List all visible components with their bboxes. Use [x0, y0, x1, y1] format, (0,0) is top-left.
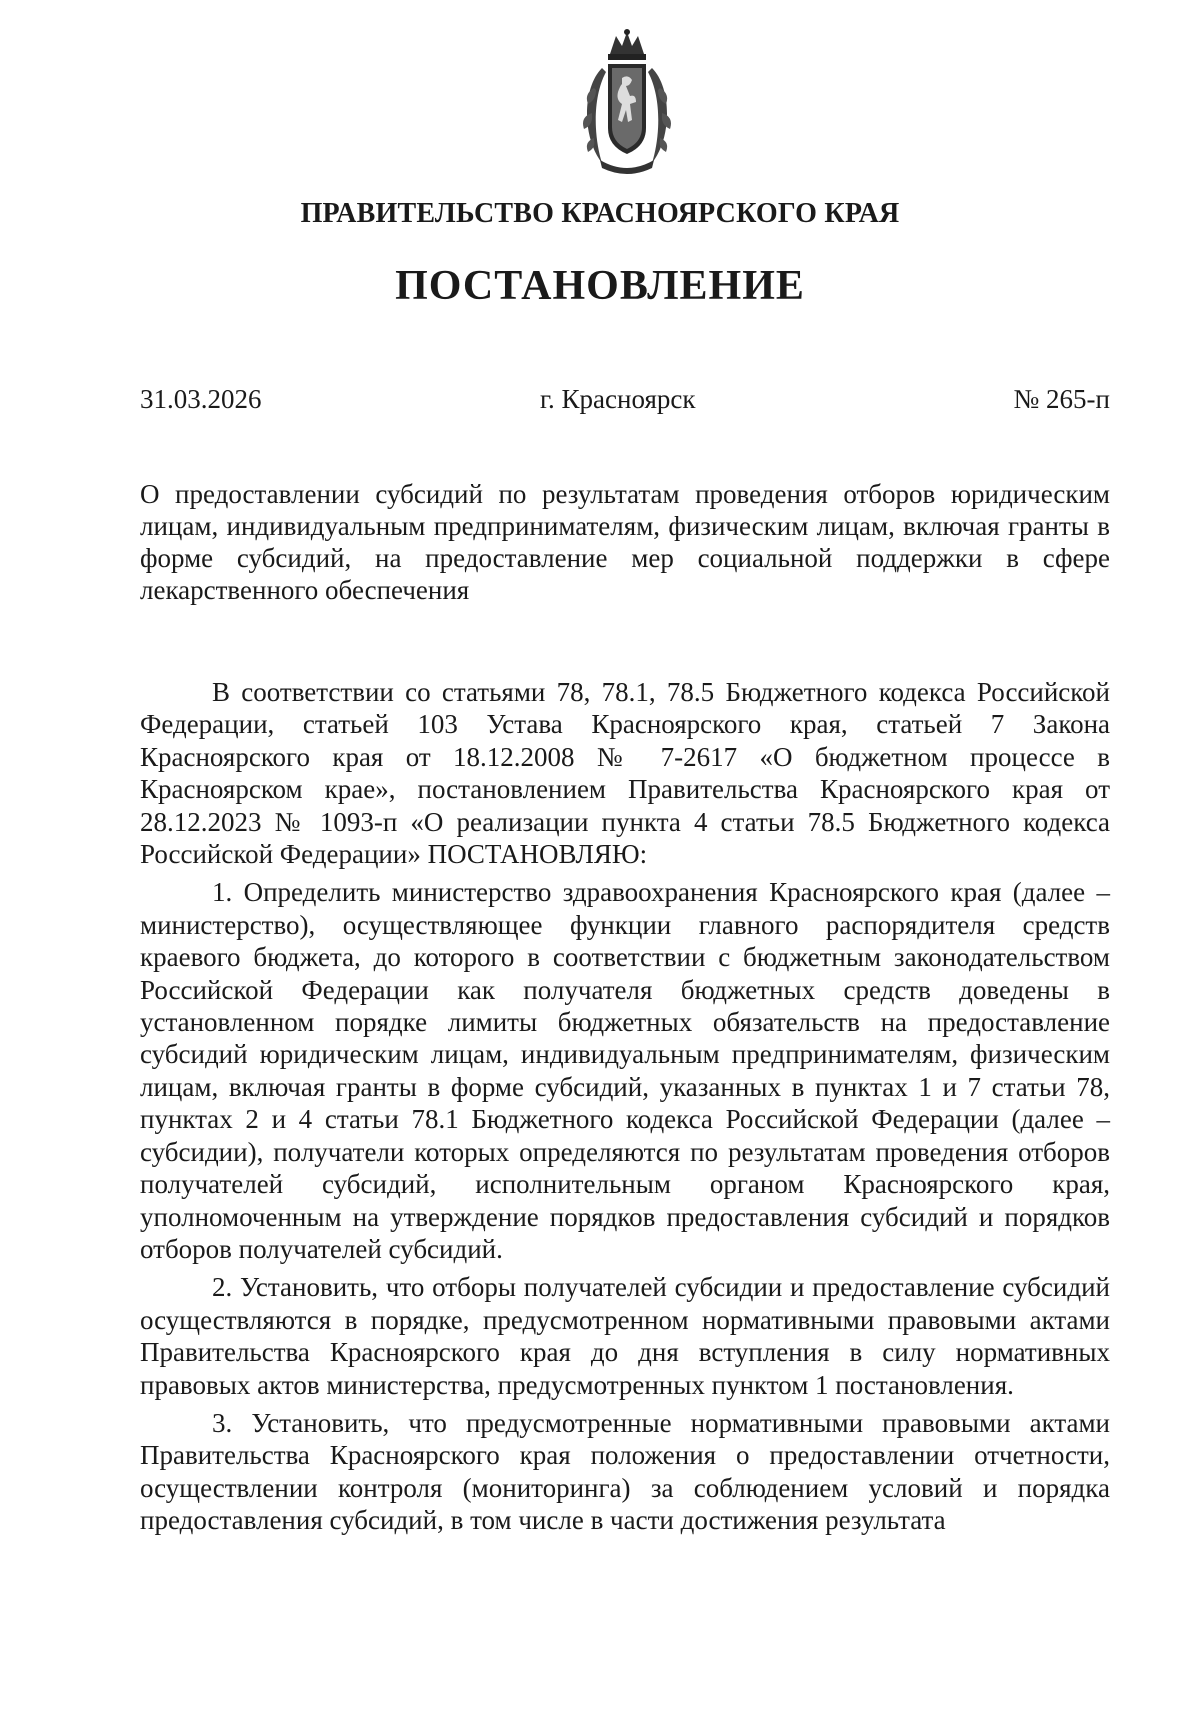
- document-type: ПОСТАНОВЛЕНИЕ: [395, 263, 805, 309]
- document-city: г. Красноярск: [540, 384, 696, 414]
- body-paragraph-3: 3. Установить, что предусмотренные нормативными правовыми актами Правительства Красноярского края положения о предоставлении отчетности, осуществлении контроля (мониторинга) за соблюдением условий и порядка предоставления субсидий, в том числе в части достижения результата: [140, 1407, 1110, 1536]
- body-paragraph-preamble: В соответствии со статьями 78, 78.1, 78.5 Бюджетного кодекса Российской Федерации, статьей 103 Устава Красноярского края, статьей 7 Закона Красноярского края от 18.12.2008 № 7-2617 «О бюджетном процессе в Красноярском крае», постановлением Правительства Красноярского края от 28.12.2023 № 1093-п «О реализации пункта 4 статьи 78.5 Бюджетного кодекса Российской Федерации» ПОСТАНОВЛЯЮ:: [140, 677, 1110, 870]
- document-number: № 265-п: [1013, 384, 1110, 414]
- coat-of-arms-icon: [572, 28, 682, 178]
- document-subject: О предоставлении субсидий по результатам проведения отборов юридическим лицам, индивидуальным предпринимателям, физическим лицам, включая гранты в форме субсидий, на предоставление мер социальной поддержки в сфере лекарственного обеспечения: [140, 479, 1110, 605]
- body-paragraph-1: 1. Определить министерство здравоохранения Красноярского края (далее – министерство), осуществляющее функции главного распорядителя средств краевого бюджета, до которого в соответствии с бюджетным законодательством Российской Федерации как получателя бюджетных средств доведены в установленном порядке лимиты бюджетных обязательств на предоставление субсидий юридическим лицам, индивидуальным предпринимателям, физическим лицам, включая гранты в форме субсидий, указанных в пунктах 1 и 7 статьи 78, пунктах 2 и 4 статьи 78.1 Бюджетного кодекса Российской Федерации (далее – субсидии), получатели которых определяются по результатам проведения отборов получателей субсидий, исполнительным органом Красноярского края, уполномоченным на утверждение порядков предоставления субсидий и порядков отборов получателей субсидий.: [140, 877, 1110, 1264]
- organization-name: ПРАВИТЕЛЬСТВО КРАСНОЯРСКОГО КРАЯ: [300, 198, 900, 229]
- body-paragraph-2: 2. Установить, что отборы получателей субсидии и предоставление субсидий осуществляются в порядке, предусмотренном нормативными правовыми актами Правительства Красноярского края до дня вступления в силу нормативных правовых актов министерства, предусмотренных пунктом 1 постановления.: [140, 1272, 1110, 1400]
- document-date: 31.03.2026: [140, 384, 262, 414]
- document-body: [140, 676, 1110, 1537]
